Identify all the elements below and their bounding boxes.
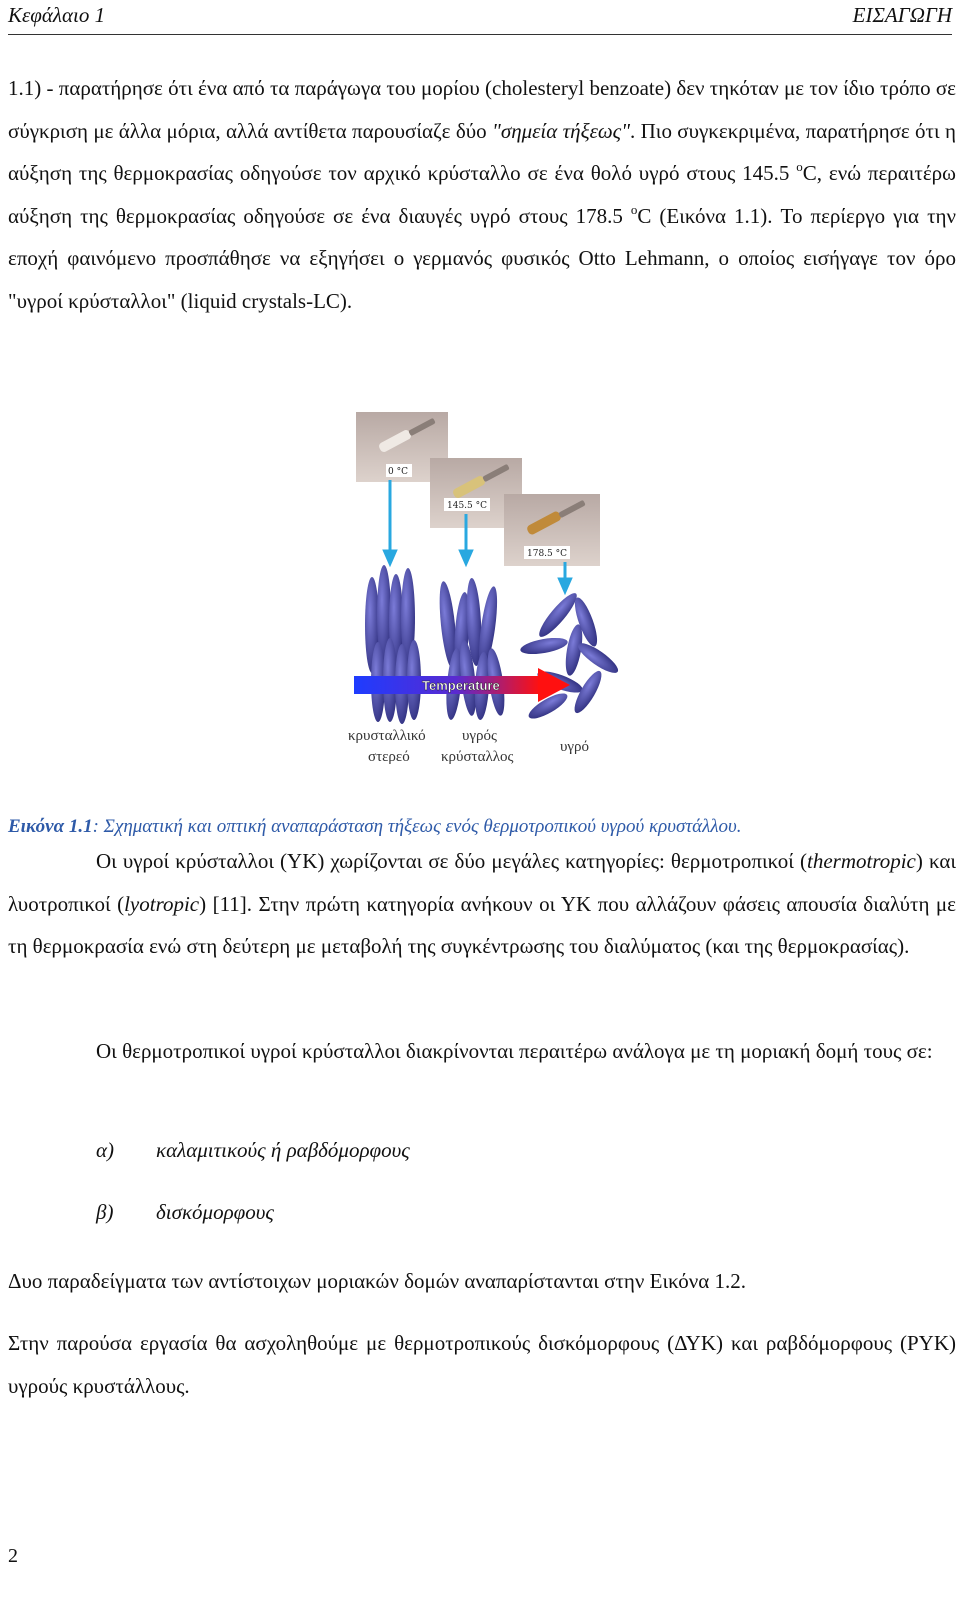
- section-title: ΕΙΣΑΓΩΓΗ: [852, 3, 952, 27]
- figure-illustration: [348, 410, 628, 790]
- term-lyotropic: lyotropic: [124, 891, 200, 916]
- caption-text: : Σχηματική και οπτική αναπαράσταση τήξεως ενός θερμοτροπικού υγρού κρυστάλλου.: [92, 816, 742, 837]
- text-run: C, ενώ περαιτέρω αύξηση της θερμοκρασίας οδηγούσε σε ένα διαυγές υγρό στους 178.5: [8, 161, 956, 228]
- list-text: καλαμιτικούς ή ραβδόμορφους: [156, 1138, 410, 1162]
- liquid-molecules: [519, 589, 622, 723]
- paragraph-categories: [8, 840, 956, 968]
- temp-label-178: 178.5 °C: [527, 549, 568, 559]
- degree-symbol: o: [796, 159, 803, 174]
- solid-label-line1: κρυσταλλικό: [348, 728, 426, 744]
- temp-label-0: 0 °C: [388, 467, 408, 477]
- solid-label-line2: στερεό: [368, 749, 410, 765]
- text-run: ) [11]. Στην πρώτη κατηγορία ανήκουν οι ΥΚ που αλλάζουν φάσεις απουσία διαλύτη με τη θερμοκρασία ενώ στη δεύτερη με μεταβολή της συγκέντρωσης του διαλύματος (και της θερμοκρασίας).: [8, 891, 957, 958]
- list-text: δισκόμορφους: [156, 1200, 274, 1224]
- text-run: C (Εικόνα 1.1). Το περίεργο για την εποχή φαινόμενο προσπάθησε να εξηγήσει ο γερμανός φυσικός Otto Lehmann, ο οποίος εισήγαγε τον όρο "υγροί κρύσταλλοι" (liquid crystals-LC).: [8, 203, 956, 313]
- emphasis-text: "σημεία τήξεως": [492, 118, 631, 143]
- list-marker: β): [96, 1200, 114, 1224]
- chapter-title: Κεφάλαιο 1: [8, 3, 106, 27]
- paragraph-scope: Στην παρούσα εργασία θα ασχοληθούμε με θερμοτροπικούς δισκόμορφους (ΔΥΚ) και ραβδόμορφους (ΡΥΚ) υγρούς κρυστάλλους.: [8, 1331, 956, 1398]
- term-thermotropic: thermotropic: [807, 849, 916, 873]
- lc-label-line2: κρύσταλλος: [441, 749, 514, 765]
- solid-molecules: [365, 565, 421, 724]
- degree-symbol: o: [630, 201, 638, 217]
- lc-molecules: [436, 578, 507, 721]
- text-run: . Πιο συγκεκριμένα, παρατήρησε ότι η αύξηση της θερμοκρασίας οδηγούσε τον αρχικό κρύσταλλο σε ένα θολό υγρό στους 145.5: [8, 118, 956, 185]
- text-run: 1.1) - παρατήρησε ότι ένα από τα παράγωγα του μορίου (cholesteryl benzoate) δεν τηκόταν με τον ίδιο τρόπο σε σύγκριση με άλλα μόρια, αλλά αντίθετα παρουσίαζε δύο: [8, 76, 956, 143]
- temp-label-145: 145.5 °C: [447, 501, 488, 511]
- text-run: ) και λυοτροπικοί (: [8, 849, 956, 916]
- page-number: 2: [8, 1545, 18, 1567]
- lc-label-line1: υγρός: [462, 728, 497, 744]
- paragraph-history: [8, 67, 956, 322]
- list-marker: α): [96, 1138, 115, 1162]
- figure-caption: [8, 816, 742, 838]
- paragraph-examples: Δυο παραδείγματα των αντίστοιχων μοριακών δομών αναπαρίστανται στην Εικόνα 1.2.: [8, 1269, 747, 1293]
- text-run: Οι υγροί κρύσταλλοι (ΥΚ) χωρίζονται σε δύο μεγάλες κατηγορίες: θερμοτροπικοί (: [96, 849, 807, 873]
- list-item-discotic: [96, 1200, 274, 1225]
- figure-melting: [348, 410, 628, 790]
- caption-label: Εικόνα 1.1: [8, 816, 93, 837]
- page-header: [8, 0, 952, 35]
- temperature-label: Temperature: [422, 678, 500, 693]
- list-item-calamitic: [96, 1138, 410, 1163]
- liquid-label: υγρό: [560, 739, 590, 755]
- paragraph-thermotropic: Οι θερμοτροπικοί υγροί κρύσταλλοι διακρίνονται περαιτέρω ανάλογα με τη μοριακή δομή τους σε:: [96, 1039, 933, 1063]
